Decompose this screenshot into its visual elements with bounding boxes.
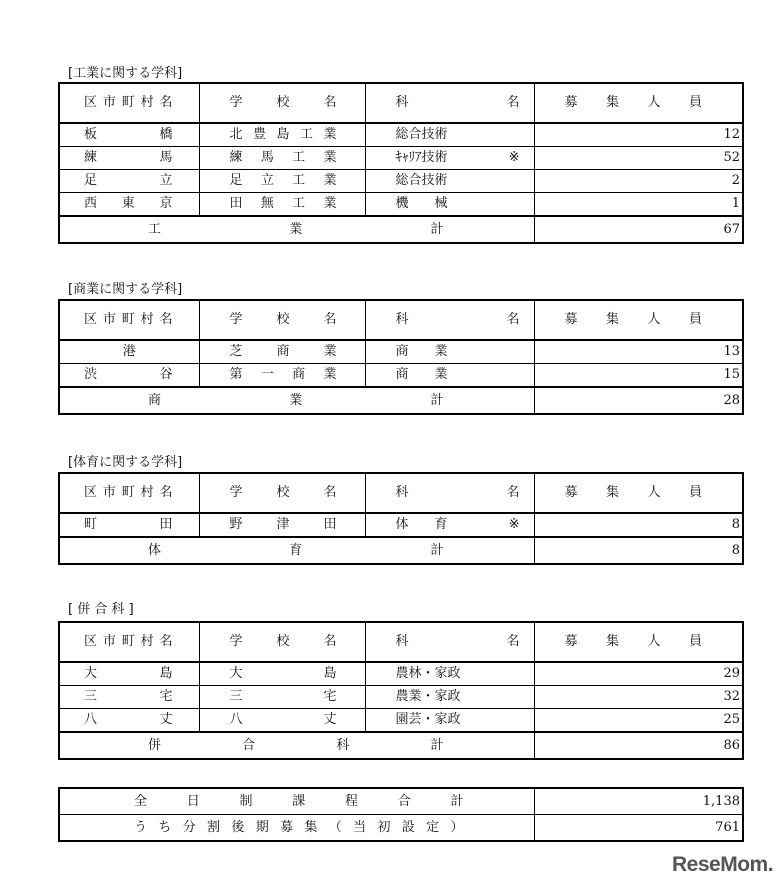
total-value: 8: [534, 537, 743, 564]
total-label: 併合科計: [59, 732, 534, 759]
school-cell: 足立工業: [199, 170, 365, 193]
school-cell: 三宅: [199, 686, 365, 709]
capacity-cell: 2: [534, 170, 743, 193]
header-row: [59, 83, 743, 123]
capacity-cell: 29: [534, 662, 743, 686]
capacity-cell: 12: [534, 123, 743, 147]
total-value: 67: [534, 216, 743, 243]
grand-total-row: [59, 815, 743, 842]
note-mark: ※: [508, 150, 520, 165]
table-row: [59, 170, 743, 193]
subject-text: 体 育: [395, 517, 448, 532]
recruitment-table: [58, 621, 744, 760]
grand-value: 761: [534, 815, 743, 842]
header-school: 学校名: [199, 473, 365, 513]
header-row: [59, 473, 743, 513]
header-subject: 科名: [365, 473, 534, 513]
section-title: [ 併 合 科 ]: [68, 602, 134, 617]
capacity-cell: 15: [534, 364, 743, 388]
total-row: [59, 537, 743, 564]
capacity-cell: 13: [534, 340, 743, 364]
header-region: 区市町村名: [59, 622, 199, 662]
section-title: [工業に関する学科]: [68, 66, 183, 81]
capacity-cell: 25: [534, 709, 743, 733]
subject-cell: [365, 709, 534, 733]
capacity-cell: 8: [534, 513, 743, 537]
table-row: [59, 340, 743, 364]
header-capacity: 募集人員: [534, 622, 743, 662]
school-cell: 田無工業: [199, 193, 365, 217]
school-cell: 大島: [199, 662, 365, 686]
school-cell: 野津田: [199, 513, 365, 537]
header-region: 区市町村名: [59, 83, 199, 123]
table-row: [59, 686, 743, 709]
header-capacity: 募集人員: [534, 300, 743, 340]
subject-cell: [365, 123, 534, 147]
resemom-logo: ReseMom.: [672, 853, 774, 876]
region-cell: 足立: [59, 170, 199, 193]
subject-cell: [365, 147, 534, 170]
region-cell: 港: [59, 340, 199, 364]
header-school: 学校名: [199, 300, 365, 340]
region-cell: 大島: [59, 662, 199, 686]
total-row: [59, 387, 743, 414]
total-row: [59, 732, 743, 759]
subject-text: 農業・家政: [395, 689, 461, 704]
header-capacity: 募集人員: [534, 473, 743, 513]
header-school: 学校名: [199, 622, 365, 662]
subject-text: ｷｬﾘｱ技術: [395, 150, 448, 165]
note-mark: ※: [508, 517, 520, 532]
table-row: [59, 147, 743, 170]
region-cell: 渋谷: [59, 364, 199, 388]
region-cell: 西東京: [59, 193, 199, 217]
region-cell: 板橋: [59, 123, 199, 147]
header-region: 区市町村名: [59, 473, 199, 513]
subject-cell: [365, 513, 534, 537]
table-row: [59, 193, 743, 217]
grand-total-table: [58, 787, 744, 842]
school-cell: 八丈: [199, 709, 365, 733]
subject-cell: [365, 686, 534, 709]
subject-text: 総合技術: [395, 173, 448, 188]
section-title: [商業に関する学科]: [68, 282, 183, 297]
header-row: [59, 622, 743, 662]
grand-label: うち分割後期募集（当初設定）: [59, 815, 534, 842]
header-subject: 科名: [365, 83, 534, 123]
header-region: 区市町村名: [59, 300, 199, 340]
header-school: 学校名: [199, 83, 365, 123]
header-subject: 科名: [365, 622, 534, 662]
subject-text: 商 業: [395, 367, 448, 382]
subject-text: 農林・家政: [395, 666, 461, 681]
school-cell: 練馬工業: [199, 147, 365, 170]
school-cell: 第一商業: [199, 364, 365, 388]
capacity-cell: 1: [534, 193, 743, 217]
school-cell: 北豊島工業: [199, 123, 365, 147]
grand-label: 全日制課程合計: [59, 788, 534, 815]
region-cell: 八丈: [59, 709, 199, 733]
total-value: 28: [534, 387, 743, 414]
section-title: [体育に関する学科]: [68, 455, 183, 470]
total-label: 工業計: [59, 216, 534, 243]
subject-text: 商 業: [395, 344, 448, 359]
header-subject: 科名: [365, 300, 534, 340]
subject-text: 園芸・家政: [395, 712, 461, 727]
total-label: 商業計: [59, 387, 534, 414]
subject-text: 機 械: [395, 196, 448, 211]
recruitment-table: [58, 299, 744, 415]
subject-cell: [365, 340, 534, 364]
total-value: 86: [534, 732, 743, 759]
table-row: [59, 709, 743, 733]
total-label: 体育計: [59, 537, 534, 564]
subject-text: 総合技術: [395, 127, 448, 142]
region-cell: 練馬: [59, 147, 199, 170]
grand-total-row: [59, 788, 743, 815]
recruitment-table: [58, 472, 744, 565]
table-row: [59, 662, 743, 686]
header-capacity: 募集人員: [534, 83, 743, 123]
subject-cell: [365, 193, 534, 217]
table-row: [59, 513, 743, 537]
region-cell: 町田: [59, 513, 199, 537]
recruitment-table: [58, 82, 744, 244]
capacity-cell: 52: [534, 147, 743, 170]
subject-cell: [365, 662, 534, 686]
table-row: [59, 123, 743, 147]
region-cell: 三宅: [59, 686, 199, 709]
subject-cell: [365, 364, 534, 388]
grand-value: 1,138: [534, 788, 743, 815]
table-row: [59, 364, 743, 388]
header-row: [59, 300, 743, 340]
school-cell: 芝商業: [199, 340, 365, 364]
subject-cell: [365, 170, 534, 193]
total-row: [59, 216, 743, 243]
capacity-cell: 32: [534, 686, 743, 709]
